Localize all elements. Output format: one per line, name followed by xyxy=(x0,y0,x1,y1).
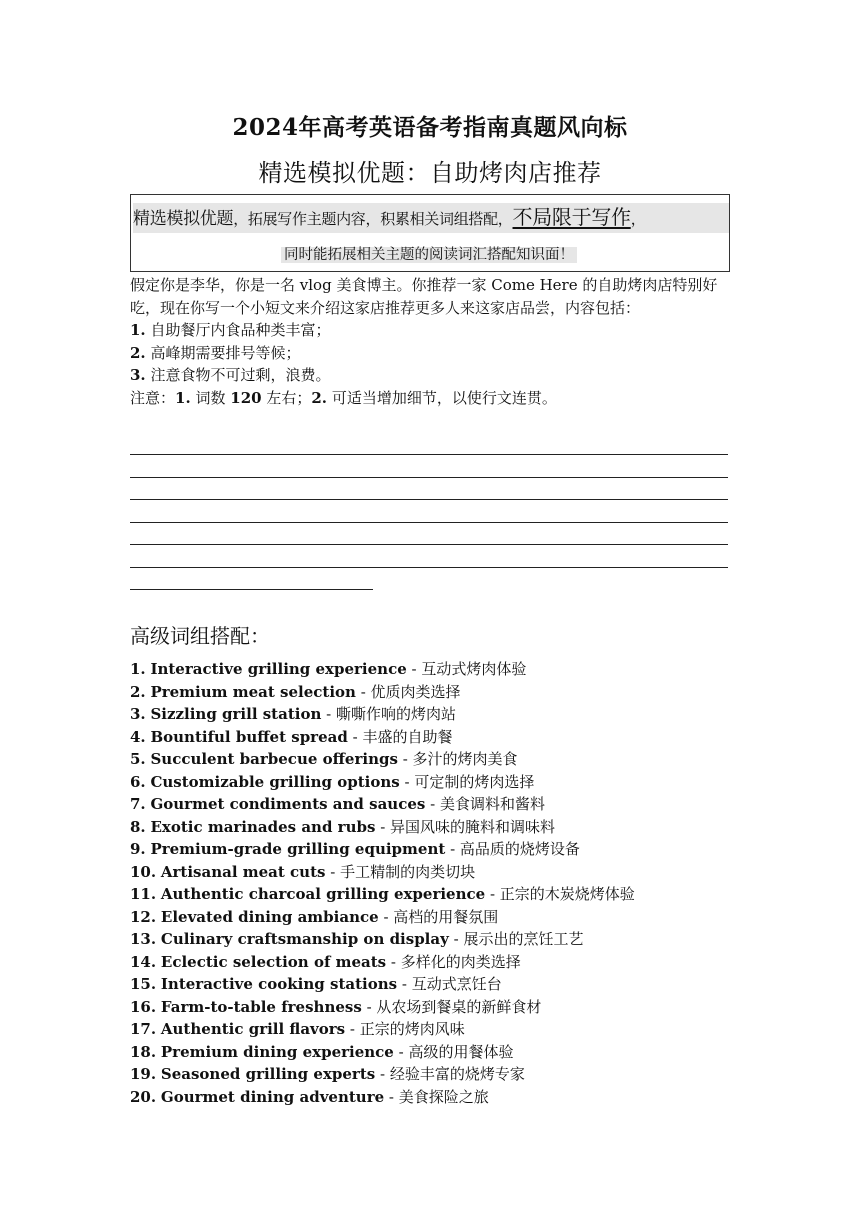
phrase-chinese: 优质肉类选择 xyxy=(370,682,461,701)
phrase-chinese: 互动式烤肉体验 xyxy=(421,660,527,678)
phrase-english: Customizable grilling options xyxy=(150,772,400,791)
phrase-english: Sizzling grill station xyxy=(150,705,322,723)
list-item: 1. Interactive grilling experience - 互动式烤肉体验 xyxy=(130,660,527,678)
phrase-english: Gourmet dining adventure xyxy=(160,1087,385,1106)
list-item: 3. Sizzling grill station - 嘶嘶作响的烤肉站 xyxy=(130,705,456,723)
list-item: 20. Gourmet dining adventure - 美食探险之旅 xyxy=(130,1087,489,1106)
phrase-chinese: 丰盛的自助餐 xyxy=(362,727,453,746)
note-1-text: 词数 xyxy=(195,388,226,407)
phrase-number: 9. xyxy=(130,840,146,858)
notice-line-2 xyxy=(131,245,727,265)
list-item: 2. Premium meat selection - 优质肉类选择 xyxy=(130,682,461,701)
phrase-english: Artisanal meat cuts xyxy=(160,862,326,881)
phrase-number: 14. xyxy=(130,952,157,971)
phrase-number: 4. xyxy=(130,727,146,746)
phrase-chinese: 美食探险之旅 xyxy=(398,1087,489,1106)
phrase-chinese: 正宗的烤肉风味 xyxy=(359,1020,465,1038)
phrase-chinese: 经验丰富的烧烤专家 xyxy=(389,1065,525,1083)
phrase-number: 15. xyxy=(130,975,157,993)
list-item: 15. Interactive cooking stations - 互动式烹饪台 xyxy=(130,975,502,993)
note-1-count: 120 xyxy=(230,388,262,407)
list-item: 17. Authentic grill flavors - 正宗的烤肉风味 xyxy=(130,1020,465,1038)
list-item: 8. Exotic marinades and rubs - 异国风味的腌料和调味料 xyxy=(130,817,556,836)
answer-line xyxy=(130,477,728,478)
phrase-number: 20. xyxy=(130,1087,157,1106)
phrase-chinese: 异国风味的腌料和调味料 xyxy=(390,817,556,836)
phrase-english: Culinary craftsmanship on display xyxy=(160,930,449,948)
phrase-chinese: 高档的用餐氛围 xyxy=(393,907,499,926)
note-1-number: 1. xyxy=(175,388,191,407)
list-item: 6. Customizable grilling options - 可定制的烤肉选择 xyxy=(130,772,535,791)
phrase-chinese: 展示出的烹饪工艺 xyxy=(463,930,584,948)
list-item: 10. Artisanal meat cuts - 手工精制的肉类切块 xyxy=(130,862,476,881)
phrase-number: 16. xyxy=(130,997,157,1016)
note-label: 注意： xyxy=(130,388,176,407)
phrase-number: 5. xyxy=(130,750,146,768)
phrase-english: Exotic marinades and rubs xyxy=(150,817,376,836)
phrase-english: Authentic charcoal grilling experience xyxy=(160,885,486,903)
list-item: 9. Premium-grade grilling equipment - 高品质的烧烤设备 xyxy=(130,840,580,858)
phrase-english: Authentic grill flavors xyxy=(160,1020,346,1038)
phrase-number: 12. xyxy=(130,907,157,926)
writing-prompt xyxy=(130,274,730,409)
phrase-number: 7. xyxy=(130,795,146,813)
list-item: 19. Seasoned grilling experts - 经验丰富的烧烤专家 xyxy=(130,1065,525,1083)
note-2-number: 2. xyxy=(311,388,328,407)
answer-line xyxy=(130,522,728,523)
phrase-number: 2. xyxy=(130,682,146,701)
phrase-english: Interactive grilling experience xyxy=(150,660,407,678)
phrase-number: 13. xyxy=(130,930,157,948)
prompt-point-number: 3. xyxy=(130,366,146,384)
phrase-english: Premium-grade grilling equipment xyxy=(150,840,446,858)
note-2-text: 可适当增加细节，以使行文连贯。 xyxy=(331,388,557,407)
prompt-point-text: 高峰期需要排号等候； xyxy=(150,343,301,362)
phrase-english: Succulent barbecue offerings xyxy=(150,750,398,768)
notice-highlight: 精选模拟优题 xyxy=(133,209,234,229)
notice-comma: ， xyxy=(630,210,646,228)
phrase-english: Farm-to-table freshness xyxy=(160,997,362,1016)
list-item: 12. Elevated dining ambiance - 高档的用餐氛围 xyxy=(130,907,499,926)
answer-line xyxy=(130,544,728,545)
notice-line-1 xyxy=(133,203,729,233)
phrase-number: 18. xyxy=(130,1042,157,1061)
phrase-english: Gourmet condiments and sauces xyxy=(150,795,426,813)
phrase-chinese: 高级的用餐体验 xyxy=(408,1042,514,1061)
section-heading: 高级词组搭配： xyxy=(130,624,270,648)
list-item: 13. Culinary craftsmanship on display - 展示出的烹饪工艺 xyxy=(130,930,584,948)
phrase-number: 3. xyxy=(130,705,146,723)
list-item: 14. Eclectic selection of meats - 多样化的肉类选择 xyxy=(130,952,521,971)
phrase-chinese: 多样化的肉类选择 xyxy=(400,952,521,971)
phrase-chinese: 互动式烹饪台 xyxy=(411,975,502,993)
answer-line xyxy=(130,454,728,455)
phrase-number: 17. xyxy=(130,1020,157,1038)
phrase-chinese: 多汁的烤肉美食 xyxy=(412,750,518,768)
list-item: 7. Gourmet condiments and sauces - 美食调料和酱料 xyxy=(130,795,545,813)
phrase-number: 8. xyxy=(130,817,146,836)
phrase-chinese: 从农场到餐桌的新鲜食材 xyxy=(376,997,542,1016)
list-item: 11. Authentic charcoal grilling experience - 正宗的木炭烧烤体验 xyxy=(130,885,635,903)
phrase-number: 1. xyxy=(130,660,146,678)
prompt-point-text: 自助餐厅内食品种类丰富； xyxy=(150,321,331,339)
prompt-point-text: 注意食物不可过剩，浪费。 xyxy=(150,366,331,384)
phrase-number: 10. xyxy=(130,862,157,881)
notice-emphasis: 不局限于写作 xyxy=(512,205,631,229)
phrase-english: Premium dining experience xyxy=(160,1042,394,1061)
prompt-point xyxy=(130,319,730,342)
phrase-english: Premium meat selection xyxy=(150,682,356,701)
phrase-chinese: 正宗的木炭烧烤体验 xyxy=(499,885,635,903)
phrase-english: Interactive cooking stations xyxy=(160,975,398,993)
notice-text: ，拓展写作主题内容，积累相关词组搭配， xyxy=(233,210,513,228)
notice-line-2-text: 同时能拓展相关主题的阅读词汇搭配知识面！ xyxy=(281,247,577,263)
phrase-english: Eclectic selection of meats xyxy=(160,952,387,971)
answer-line xyxy=(130,499,728,500)
prompt-intro: 假定你是李华，你是一名 vlog 美食博主。你推荐一家 Come Here 的自助烤肉店特别好吃，现在你写一个小短文来介绍这家店推荐更多人来这家店品尝，内容包括： xyxy=(130,276,718,317)
notice-box xyxy=(130,194,730,272)
phrase-english: Seasoned grilling experts xyxy=(160,1065,376,1083)
prompt-point-number: 1. xyxy=(130,321,146,339)
phrase-number: 11. xyxy=(130,885,157,903)
answer-line xyxy=(130,567,728,568)
list-item: 18. Premium dining experience - 高级的用餐体验 xyxy=(130,1042,514,1061)
phrase-list xyxy=(130,658,750,1108)
phrase-chinese: 可定制的烤肉选择 xyxy=(414,772,535,791)
list-item: 4. Bountiful buffet spread - 丰盛的自助餐 xyxy=(130,727,453,746)
prompt-point xyxy=(130,364,730,387)
phrase-english: Elevated dining ambiance xyxy=(160,907,379,926)
phrase-chinese: 嘶嘶作响的烤肉站 xyxy=(335,705,456,723)
list-item: 5. Succulent barbecue offerings - 多汁的烤肉美食 xyxy=(130,750,518,768)
phrase-chinese: 高品质的烧烤设备 xyxy=(459,840,580,858)
prompt-note xyxy=(130,387,730,410)
phrase-number: 6. xyxy=(130,772,146,791)
phrase-english: Bountiful buffet spread xyxy=(150,727,348,746)
phrase-number: 19. xyxy=(130,1065,157,1083)
prompt-point-number: 2. xyxy=(130,343,146,362)
answer-line xyxy=(130,589,373,590)
phrase-chinese: 手工精制的肉类切块 xyxy=(340,862,476,881)
note-1-rest: 左右； xyxy=(266,388,312,407)
phrase-chinese: 美食调料和酱料 xyxy=(439,795,545,813)
list-item: 16. Farm-to-table freshness - 从农场到餐桌的新鲜食材 xyxy=(130,997,542,1016)
page-title: 2024年高考英语备考指南真题风向标 xyxy=(232,114,628,141)
page-subtitle: 精选模拟优题：自助烤肉店推荐 xyxy=(258,159,602,187)
prompt-point xyxy=(130,342,730,365)
